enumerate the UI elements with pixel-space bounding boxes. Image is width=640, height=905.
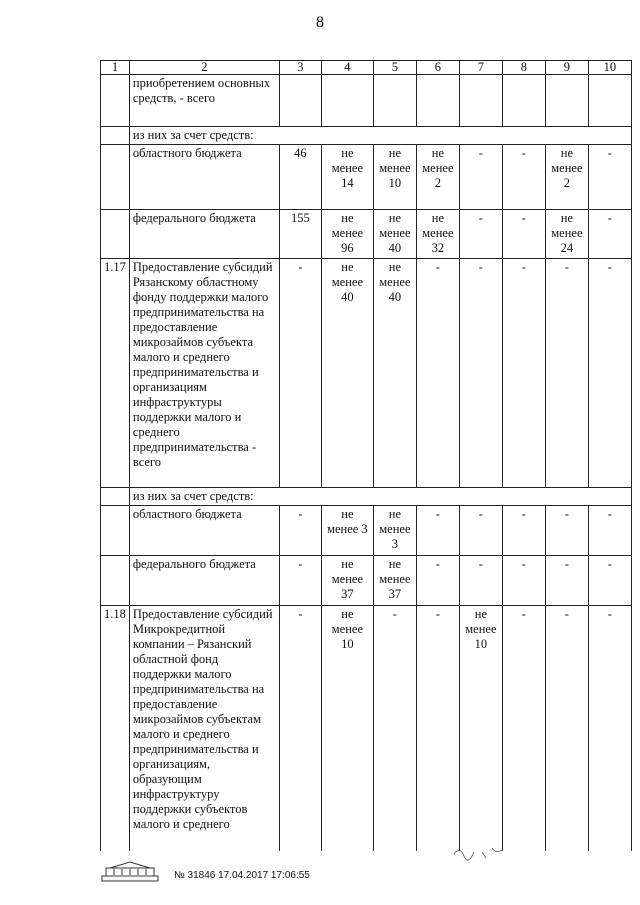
footer — [100, 860, 640, 896]
registry-seal-icon — [100, 860, 160, 884]
value-cell: не менее 2 — [416, 145, 459, 210]
value-cell: - — [588, 556, 631, 606]
value-cell: - — [588, 606, 631, 852]
item-name-cell: из них за счет средств: — [129, 488, 631, 506]
value-cell: - — [459, 145, 502, 210]
value-cell: не менее 14 — [321, 145, 373, 210]
header-cell: 9 — [545, 61, 588, 75]
value-cell: не менее 10 — [459, 606, 502, 852]
value-cell: - — [502, 145, 545, 210]
value-cell — [279, 75, 321, 127]
value-cell: не менее 40 — [321, 259, 373, 488]
value-cell: - — [416, 606, 459, 852]
value-cell — [459, 75, 502, 127]
item-number-cell — [101, 488, 130, 506]
value-cell: - — [416, 259, 459, 488]
value-cell: - — [545, 259, 588, 488]
header-cell: 2 — [129, 61, 279, 75]
item-number-cell — [101, 127, 130, 145]
value-cell — [545, 75, 588, 127]
value-cell: не менее 32 — [416, 210, 459, 259]
item-name-cell: приобретением основных средств, - всего — [129, 75, 279, 127]
value-cell — [588, 75, 631, 127]
data-table — [100, 60, 632, 851]
value-cell: - — [416, 556, 459, 606]
header-cell: 3 — [279, 61, 321, 75]
value-cell: 46 — [279, 145, 321, 210]
value-cell: не менее 37 — [321, 556, 373, 606]
item-name-cell: федерального бюджета — [129, 210, 279, 259]
item-name-cell: Предоставление субсидий Рязанскому областному фонду поддержки малого предпринимательства на предоставление микрозаймов субъекта малого и среднего предпринимательства и организациям инфраструктуры поддержки малого и среднего предпринимательства - всего — [129, 259, 279, 488]
value-cell: не менее 24 — [545, 210, 588, 259]
table-row — [101, 606, 632, 852]
header-cell: 1 — [101, 61, 130, 75]
value-cell: - — [502, 210, 545, 259]
value-cell — [502, 75, 545, 127]
table-row — [101, 556, 632, 606]
header-cell: 10 — [588, 61, 631, 75]
table-row — [101, 210, 632, 259]
table-row — [101, 506, 632, 556]
value-cell: - — [545, 506, 588, 556]
item-name-cell: Предоставление субсидий Микрокредитной компании – Рязанский областной фонд поддержки малого предпринимательства на предоставление микрозаймов субъектам малого и среднего предпринимательства и организациям, образующим инфраструктуру поддержки субъектов малого и среднего — [129, 606, 279, 852]
value-cell — [321, 75, 373, 127]
value-cell: - — [373, 606, 416, 852]
table-row — [101, 488, 632, 506]
header-cell: 4 — [321, 61, 373, 75]
value-cell: - — [279, 506, 321, 556]
item-number-cell — [101, 556, 130, 606]
value-cell: - — [459, 556, 502, 606]
value-cell: - — [588, 506, 631, 556]
value-cell: - — [588, 259, 631, 488]
item-number-cell — [101, 210, 130, 259]
header-cell: 8 — [502, 61, 545, 75]
value-cell: не менее 3 — [321, 506, 373, 556]
value-cell: - — [502, 506, 545, 556]
header-cell: 5 — [373, 61, 416, 75]
value-cell: - — [502, 259, 545, 488]
table-row — [101, 145, 632, 210]
item-number-cell: 1.18 — [101, 606, 130, 852]
value-cell: не менее 2 — [545, 145, 588, 210]
value-cell: - — [545, 606, 588, 852]
registration-stamp: № 31846 17.04.2017 17:06:55 — [174, 870, 310, 881]
table-row — [101, 259, 632, 488]
value-cell: - — [588, 210, 631, 259]
value-cell: не менее 10 — [373, 145, 416, 210]
value-cell: - — [459, 210, 502, 259]
value-cell: не менее 40 — [373, 210, 416, 259]
value-cell: - — [459, 259, 502, 488]
table-row — [101, 127, 632, 145]
item-name-cell: областного бюджета — [129, 145, 279, 210]
value-cell: не менее 10 — [321, 606, 373, 852]
item-number-cell — [101, 75, 130, 127]
value-cell: - — [279, 259, 321, 488]
value-cell: - — [502, 606, 545, 852]
value-cell: не менее 40 — [373, 259, 416, 488]
value-cell: не менее 37 — [373, 556, 416, 606]
value-cell: - — [459, 506, 502, 556]
value-cell: 155 — [279, 210, 321, 259]
handwritten-mark — [452, 842, 512, 862]
header-cell: 6 — [416, 61, 459, 75]
value-cell: - — [416, 506, 459, 556]
value-cell — [373, 75, 416, 127]
value-cell: - — [279, 606, 321, 852]
value-cell: не менее 3 — [373, 506, 416, 556]
value-cell: не менее 96 — [321, 210, 373, 259]
page-number: 8 — [316, 14, 324, 31]
value-cell — [416, 75, 459, 127]
value-cell: - — [502, 556, 545, 606]
header-cell: 7 — [459, 61, 502, 75]
item-number-cell — [101, 145, 130, 210]
header-row — [101, 61, 632, 75]
table-row — [101, 75, 632, 127]
item-name-cell: областного бюджета — [129, 506, 279, 556]
item-name-cell: из них за счет средств: — [129, 127, 631, 145]
item-name-cell: федерального бюджета — [129, 556, 279, 606]
value-cell: - — [279, 556, 321, 606]
value-cell: - — [588, 145, 631, 210]
item-number-cell — [101, 506, 130, 556]
value-cell: - — [545, 556, 588, 606]
item-number-cell: 1.17 — [101, 259, 130, 488]
